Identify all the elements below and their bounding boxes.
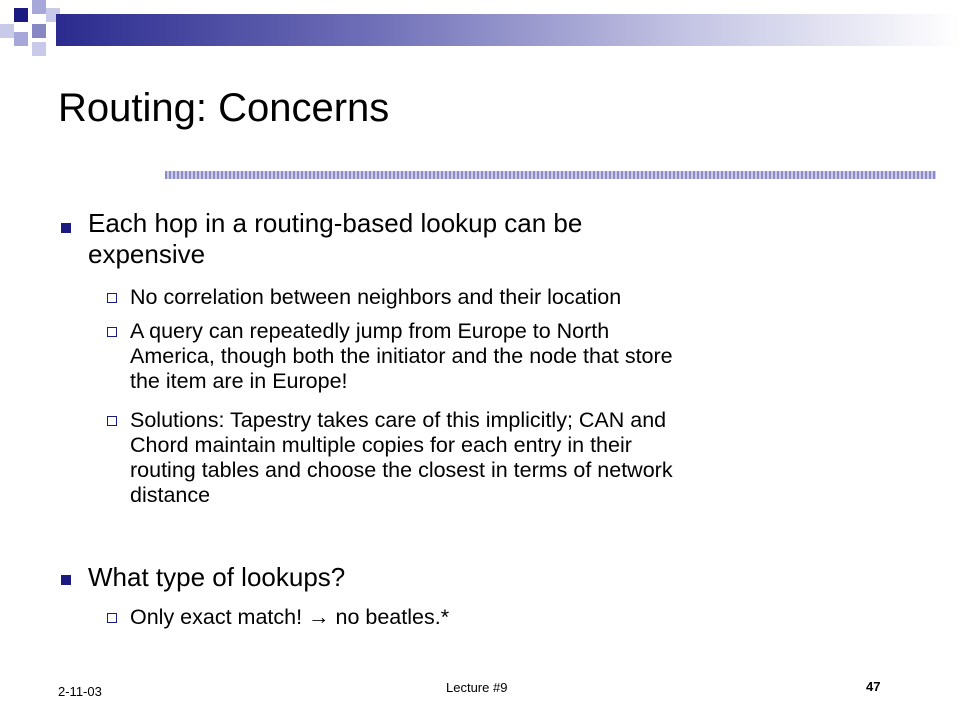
decor-square <box>32 0 46 14</box>
decor-square <box>32 24 46 38</box>
bullet-marker <box>61 223 71 233</box>
decor-square <box>14 32 28 46</box>
footer-lecture: Lecture #9 <box>446 680 508 695</box>
bullet-text <box>88 562 345 593</box>
sub-bullet-line: Chord maintain multiple copies for each entry in their <box>130 433 632 457</box>
sub-bullet-line: the item are in Europe! <box>130 369 348 393</box>
page-number: 47 <box>866 679 881 694</box>
sub-bullet-line: distance <box>130 483 211 507</box>
sub-bullet-marker <box>107 293 117 303</box>
sub-bullet-marker <box>107 416 117 426</box>
sub-bullet-text <box>130 408 673 508</box>
decor-square <box>0 0 14 14</box>
footer-date: 2-11-03 <box>58 684 102 699</box>
sub-bullet-line: No correlation between neighbors and their location <box>130 285 622 309</box>
bullet-text <box>88 208 582 270</box>
sub-bullet-line: Solutions: Tapestry takes care of this implicitly; CAN and <box>130 408 667 432</box>
bullet-line: Each hop in a routing-based lookup can be <box>88 208 583 238</box>
header-gradient-bar <box>56 14 960 46</box>
bullet-marker <box>61 575 71 585</box>
decor-square <box>32 42 46 56</box>
decor-square <box>14 8 28 22</box>
sub-bullet-text <box>130 319 673 394</box>
sub-bullet-line: routing tables and choose the closest in terms of network <box>130 458 673 482</box>
sub-bullet-text <box>130 285 621 310</box>
sub-bullet-line: A query can repeatedly jump from Europe to North <box>130 319 610 343</box>
decor-square <box>0 24 14 38</box>
sub-bullet-line: Only exact match! → no beatles.* <box>130 605 450 629</box>
sub-bullet-line: America, though both the initiator and the node that store <box>130 344 673 368</box>
title-divider <box>165 171 936 179</box>
sub-bullet-marker <box>107 327 117 337</box>
sub-bullet-marker <box>107 613 117 623</box>
sub-bullet-text <box>130 605 449 630</box>
bullet-line: What type of lookups? <box>88 562 346 592</box>
slide-title: Routing: Concerns <box>58 86 390 130</box>
bullet-line: expensive <box>88 239 206 269</box>
